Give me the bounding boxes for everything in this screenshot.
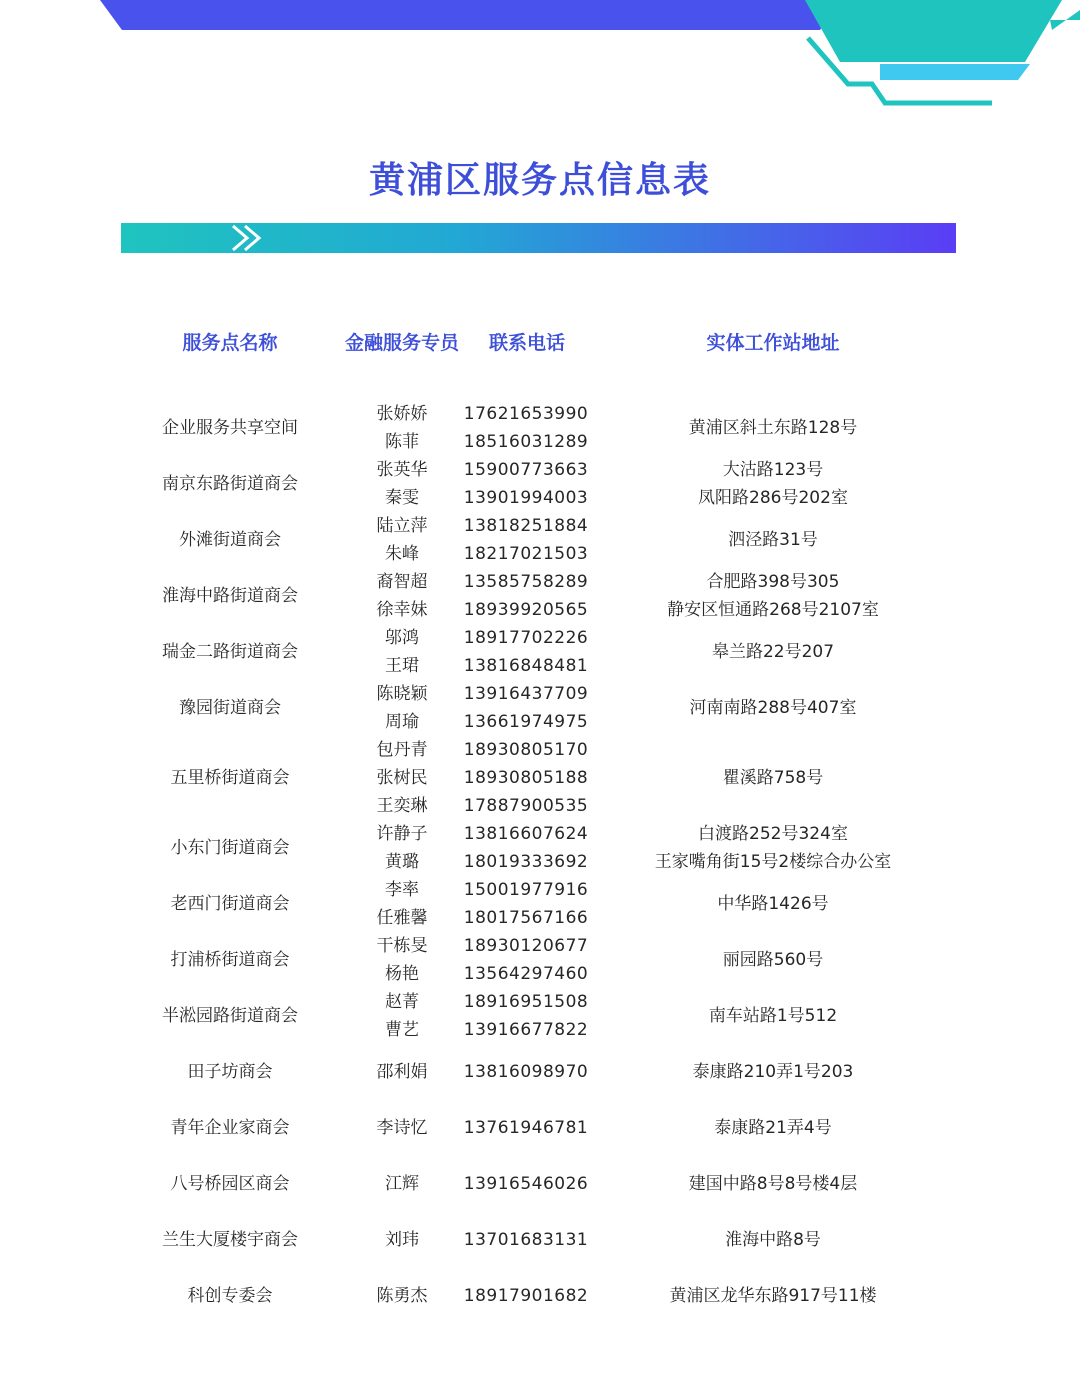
header-address: 实体工作站地址 bbox=[706, 332, 840, 354]
finance-officer: 张树民 bbox=[376, 768, 428, 788]
phone-number: 18930805170 bbox=[463, 740, 589, 760]
finance-officer: 邵利娟 bbox=[376, 1062, 428, 1082]
service-point-name: 外滩街道商会 bbox=[179, 530, 281, 550]
finance-officer: 江辉 bbox=[385, 1174, 419, 1194]
service-point-name: 企业服务共享空间 bbox=[162, 418, 298, 438]
finance-officer: 周瑜 bbox=[385, 712, 419, 732]
service-point-name: 半淞园路街道商会 bbox=[162, 1006, 298, 1026]
phone-number: 18916951508 bbox=[463, 992, 589, 1012]
phone-number: 15900773663 bbox=[463, 460, 589, 480]
workstation-address: 静安区恒通路268号2107室 bbox=[667, 600, 879, 620]
phone-number: 18917901682 bbox=[463, 1286, 589, 1306]
phone-number: 18019333692 bbox=[463, 852, 589, 872]
finance-officer: 徐幸妹 bbox=[376, 600, 428, 620]
finance-officer: 裔智超 bbox=[376, 572, 428, 592]
workstation-address: 南车站路1号512 bbox=[708, 1006, 838, 1026]
service-point-name: 瑞金二路街道商会 bbox=[162, 642, 298, 662]
service-point-name: 科创专委会 bbox=[187, 1286, 273, 1306]
workstation-address: 建国中路8号8号楼4层 bbox=[688, 1174, 858, 1194]
finance-officer: 任雅馨 bbox=[376, 908, 428, 928]
service-point-name: 豫园街道商会 bbox=[179, 698, 281, 718]
finance-officer: 赵菁 bbox=[385, 992, 419, 1012]
phone-number: 13585758289 bbox=[463, 572, 589, 592]
header-name: 服务点名称 bbox=[182, 332, 278, 354]
phone-number: 15001977916 bbox=[463, 880, 589, 900]
phone-number: 18939920565 bbox=[463, 600, 589, 620]
workstation-address: 河南南路288号407室 bbox=[689, 698, 857, 718]
finance-officer: 秦雯 bbox=[385, 488, 419, 508]
workstation-address: 瞿溪路758号 bbox=[722, 768, 824, 788]
workstation-address: 淮海中路8号 bbox=[725, 1230, 821, 1250]
finance-officer: 王奕琳 bbox=[376, 796, 428, 816]
finance-officer: 张英华 bbox=[376, 460, 428, 480]
workstation-address: 泗泾路31号 bbox=[728, 530, 818, 550]
phone-number: 13816098970 bbox=[463, 1062, 589, 1082]
phone-number: 13901994003 bbox=[463, 488, 589, 508]
phone-number: 18516031289 bbox=[463, 432, 589, 452]
finance-officer: 陈勇杰 bbox=[376, 1286, 428, 1306]
finance-officer: 曹艺 bbox=[385, 1020, 419, 1040]
service-point-name: 老西门街道商会 bbox=[170, 894, 290, 914]
service-point-name: 小东门街道商会 bbox=[170, 838, 290, 858]
workstation-address: 丽园路560号 bbox=[722, 950, 824, 970]
finance-officer: 李率 bbox=[385, 880, 419, 900]
service-point-name: 打浦桥街道商会 bbox=[170, 950, 290, 970]
finance-officer: 张娇娇 bbox=[376, 404, 428, 424]
phone-number: 13761946781 bbox=[463, 1118, 589, 1138]
phone-number: 13916546026 bbox=[463, 1174, 589, 1194]
phone-number: 18917702226 bbox=[463, 628, 589, 648]
phone-number: 13816607624 bbox=[463, 824, 589, 844]
header-phone: 联系电话 bbox=[488, 332, 566, 354]
workstation-address: 黄浦区龙华东路917号11楼 bbox=[669, 1286, 877, 1306]
finance-officer: 李诗忆 bbox=[376, 1118, 428, 1138]
workstation-address: 合肥路398号305 bbox=[706, 572, 840, 592]
workstation-address: 大沽路123号 bbox=[722, 460, 824, 480]
workstation-address: 黄浦区斜土东路128号 bbox=[688, 418, 858, 438]
phone-number: 18217021503 bbox=[463, 544, 589, 564]
finance-officer: 王珺 bbox=[385, 656, 419, 676]
service-point-name: 田子坊商会 bbox=[187, 1062, 273, 1082]
phone-number: 18930805188 bbox=[463, 768, 589, 788]
workstation-address: 皋兰路22号207 bbox=[711, 642, 835, 662]
phone-number: 13818251884 bbox=[463, 516, 589, 536]
phone-number: 13661974975 bbox=[463, 712, 589, 732]
phone-number: 13564297460 bbox=[463, 964, 589, 984]
finance-officer: 杨艳 bbox=[385, 964, 419, 984]
workstation-address: 中华路1426号 bbox=[717, 894, 829, 914]
service-point-name: 八号桥园区商会 bbox=[170, 1174, 290, 1194]
finance-officer: 刘玮 bbox=[385, 1230, 419, 1250]
workstation-address: 泰康路210弄1号203 bbox=[692, 1062, 854, 1082]
service-point-name: 兰生大厦楼宇商会 bbox=[162, 1230, 298, 1250]
phone-number: 17887900535 bbox=[463, 796, 589, 816]
finance-officer: 陈晓颖 bbox=[376, 684, 428, 704]
finance-officer: 许静子 bbox=[376, 824, 428, 844]
phone-number: 13701683131 bbox=[463, 1230, 589, 1250]
page-title: 黄浦区服务点信息表 bbox=[368, 160, 711, 201]
phone-number: 17621653990 bbox=[463, 404, 589, 424]
finance-officer: 陆立萍 bbox=[376, 516, 428, 536]
service-point-name: 青年企业家商会 bbox=[170, 1118, 290, 1138]
phone-number: 13916677822 bbox=[463, 1020, 589, 1040]
phone-number: 18017567166 bbox=[463, 908, 589, 928]
finance-officer: 朱峰 bbox=[385, 544, 419, 564]
phone-number: 13916437709 bbox=[463, 684, 589, 704]
workstation-address: 白渡路252号324室 bbox=[698, 824, 848, 844]
phone-number: 18930120677 bbox=[463, 936, 589, 956]
workstation-address: 凤阳路286号202室 bbox=[698, 488, 848, 508]
header-person: 金融服务专员 bbox=[344, 332, 460, 354]
service-point-name: 淮海中路街道商会 bbox=[162, 586, 298, 606]
finance-officer: 黄璐 bbox=[385, 852, 419, 872]
finance-officer: 邬鸿 bbox=[385, 628, 419, 648]
workstation-address: 王家嘴角街15号2楼综合办公室 bbox=[654, 852, 892, 872]
finance-officer: 陈菲 bbox=[385, 432, 419, 452]
finance-officer: 包丹青 bbox=[376, 740, 428, 760]
workstation-address: 泰康路21弄4号 bbox=[714, 1118, 832, 1138]
service-point-name: 五里桥街道商会 bbox=[170, 768, 290, 788]
service-point-name: 南京东路街道商会 bbox=[162, 474, 298, 494]
finance-officer: 干栋旻 bbox=[376, 936, 428, 956]
phone-number: 13816848481 bbox=[463, 656, 589, 676]
